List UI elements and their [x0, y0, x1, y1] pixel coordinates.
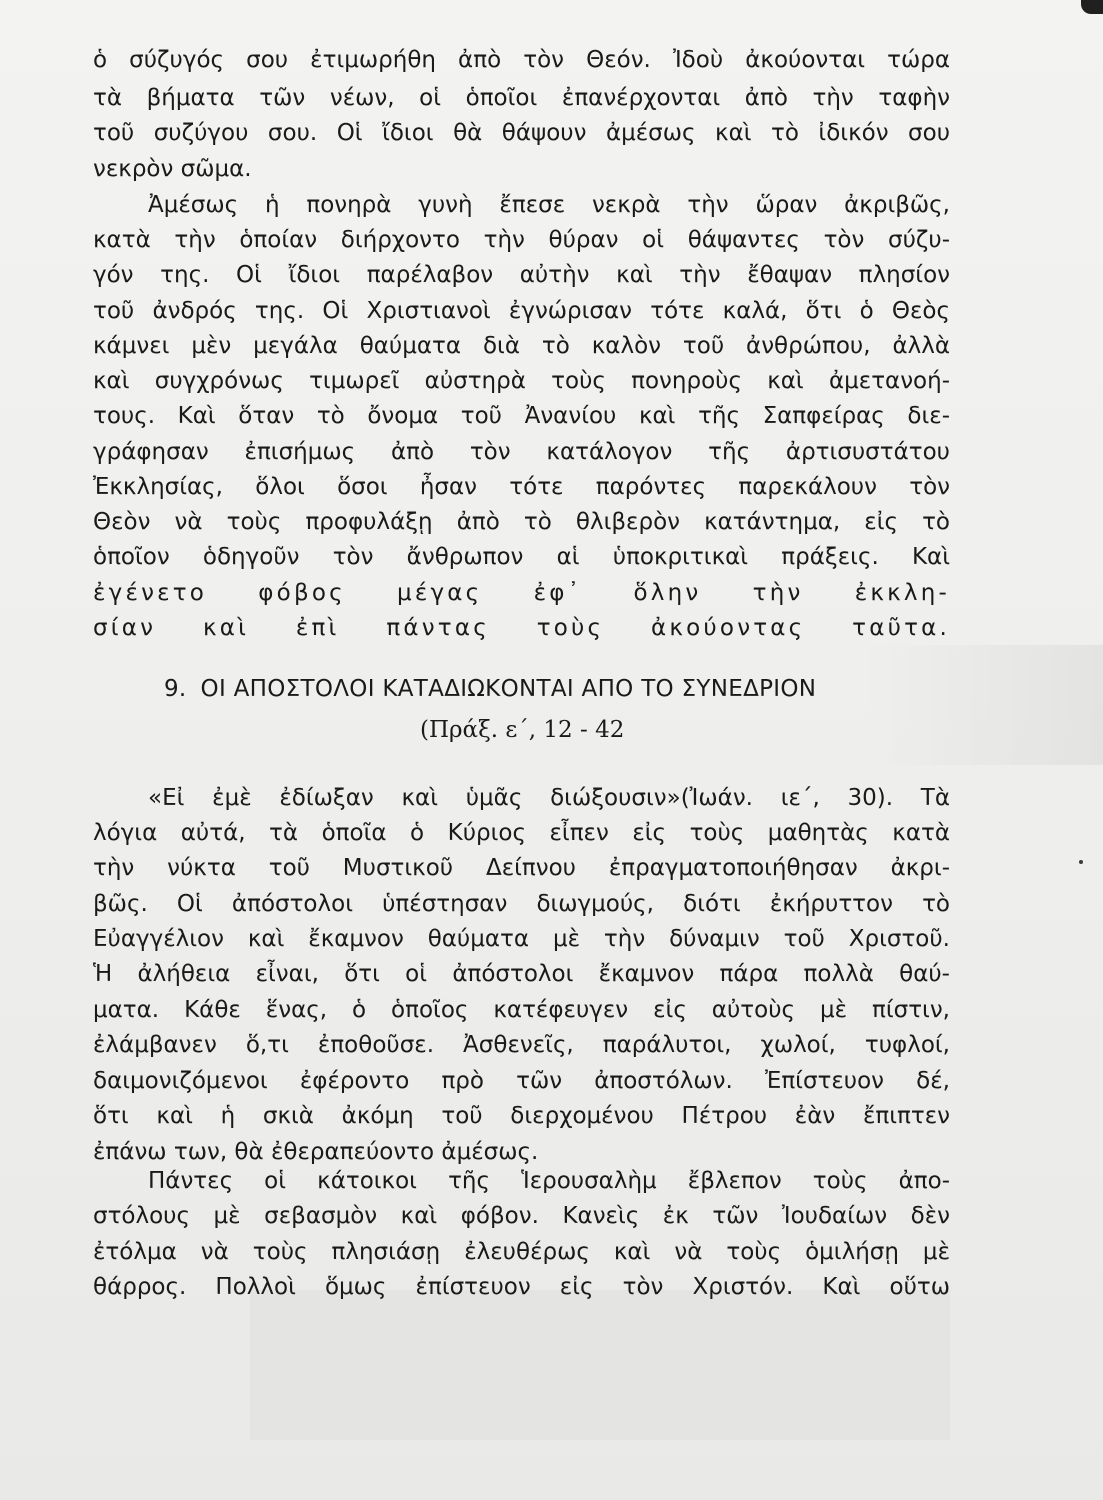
text-line: «Εἰ ἐμὲ ἐδίωξαν καὶ ὑμᾶς διώξουσιν»(Ἰωάν. ιε΄, 30). Τὰ	[148, 785, 950, 811]
text-line: τους. Καὶ ὅταν τὸ ὄνομα τοῦ Ἀνανίου καὶ τῆς Σαπφείρας διε-	[93, 403, 950, 429]
show-through-shadow	[250, 1290, 950, 1440]
text-line: Εὐαγγέλιον καὶ ἔκαμνον θαύματα μὲ τὴν δύναμιν τοῦ Χριστοῦ.	[93, 926, 950, 952]
text-line: στόλους μὲ σεβασμὸν καὶ φόβον. Κανεὶς ἐκ τῶν Ἰουδαίων δὲν	[93, 1203, 950, 1229]
text-line: θάρρος. Πολλοὶ ὅμως ἐπίστευον εἰς τὸν Χριστόν. Καὶ οὕτω	[93, 1274, 950, 1300]
text-line: ἐτόλμα νὰ τοὺς πλησιάσῃ ἐλευθέρως καὶ νὰ τοὺς ὁμιλήσῃ μὲ	[93, 1239, 950, 1265]
scripture-reference: (Πράξ. ε΄, 12 - 42	[420, 717, 625, 743]
text-line: ἐπάνω των, θὰ ἐθεραπεύοντο ἀμέσως.	[93, 1139, 539, 1165]
text-line: γόν της. Οἱ ἴδιοι παρέλαβον αὐτὴν καὶ τὴν ἔθαψαν πλησίον	[93, 262, 950, 288]
text-line: γράφησαν ἐπισήμως ἀπὸ τὸν κατάλογον τῆς ἀρτισυστάτου	[93, 439, 950, 465]
text-line: ὁποῖον ὁδηγοῦν τὸν ἄνθρωπον αἱ ὑποκριτικαὶ πράξεις. Καὶ	[93, 544, 950, 570]
text-line: τοῦ ἀνδρός της. Οἱ Χριστιανοὶ ἐγνώρισαν τότε καλά, ὅτι ὁ Θεὸς	[93, 298, 950, 324]
text-line: ὅτι καὶ ἡ σκιὰ ἀκόμη τοῦ διερχομένου Πέτρου ἐὰν ἔπιπτεν	[93, 1103, 950, 1129]
show-through-shadow	[860, 645, 1103, 765]
text-line: τὴν νύκτα τοῦ Μυστικοῦ Δείπνου ἐπραγματοποιήθησαν ἀκρι-	[93, 855, 950, 881]
section-number: 9.	[164, 676, 187, 702]
text-line: νεκρὸν σῶμα.	[93, 156, 252, 182]
text-line: ματα. Κάθε ἕνας, ὁ ὁποῖος κατέφευγεν εἰς αὐτοὺς μὲ πίστιν,	[93, 997, 950, 1023]
section-title: ΟΙ ΑΠΟΣΤΟΛΟΙ ΚΑΤΑΔΙΩΚΟΝΤΑΙ ΑΠΟ ΤΟ ΣΥΝΕΔΡΙΟΝ	[200, 676, 817, 702]
page-edge-mark	[1081, 0, 1103, 14]
text-line: Ἀμέσως ἡ πονηρὰ γυνὴ ἔπεσε νεκρὰ τὴν ὥραν ἀκριβῶς,	[148, 192, 950, 218]
text-line: ἐλάμβανεν ὅ,τι ἐποθοῦσε. Ἀσθενεῖς, παράλυτοι, χωλοί, τυφλοί,	[93, 1032, 950, 1058]
text-line: ὁ σύζυγός σου ἐτιμωρήθη ἀπὸ τὸν Θεόν. Ἰδοὺ ἀκούονται τώρα	[93, 47, 950, 73]
text-line: δαιμονιζόμενοι ἐφέροντο πρὸ τῶν ἀποστόλων. Ἐπίστευον δέ,	[93, 1068, 950, 1094]
section-heading	[164, 674, 816, 704]
text-line: τὰ βήματα τῶν νέων, οἱ ὁποῖοι ἐπανέρχονται ἀπὸ τὴν ταφὴν	[93, 85, 950, 111]
print-speck	[1079, 860, 1083, 864]
text-line: Θεὸν νὰ τοὺς προφυλάξῃ ἀπὸ τὸ θλιβερὸν κατάντημα, εἰς τὸ	[93, 509, 950, 535]
text-line: Πάντες οἱ κάτοικοι τῆς Ἱερουσαλὴμ ἔβλεπον τοὺς ἀπο-	[148, 1168, 950, 1194]
quote-line: ἐγένετο φόβος μέγας ἐφ᾽ ὅλην τὴν ἐκκλη-	[93, 580, 950, 606]
text-line: κάμνει μὲν μεγάλα θαύματα διὰ τὸ καλὸν τοῦ ἀνθρώπου, ἀλλὰ	[93, 333, 950, 359]
text-line: Ἐκκλησίας, ὅλοι ὅσοι ἦσαν τότε παρόντες παρεκάλουν τὸν	[93, 474, 950, 500]
text-line: τοῦ συζύγου σου. Οἱ ἴδιοι θὰ θάψουν ἀμέσως καὶ τὸ ἰδικόν σου	[93, 120, 950, 146]
text-line: κατὰ τὴν ὁποίαν διήρχοντο τὴν θύραν οἱ θάψαντες τὸν σύζυ-	[93, 227, 950, 253]
text-line: βῶς. Οἱ ἀπόστολοι ὑπέστησαν διωγμούς, διότι ἐκήρυττον τὸ	[93, 891, 950, 917]
text-line: καὶ συγχρόνως τιμωρεῖ αὐστηρὰ τοὺς πονηροὺς καὶ ἀμετανοή-	[93, 368, 950, 394]
text-line: Ἡ ἀλήθεια εἶναι, ὅτι οἱ ἀπόστολοι ἔκαμνον πάρα πολλὰ θαύ-	[93, 961, 950, 987]
quote-line: σίαν καὶ ἐπὶ πάντας τοὺς ἀκούοντας ταῦτα.	[93, 615, 950, 641]
text-line: λόγια αὐτά, τὰ ὁποῖα ὁ Κύριος εἶπεν εἰς τοὺς μαθητὰς κατὰ	[93, 820, 950, 846]
